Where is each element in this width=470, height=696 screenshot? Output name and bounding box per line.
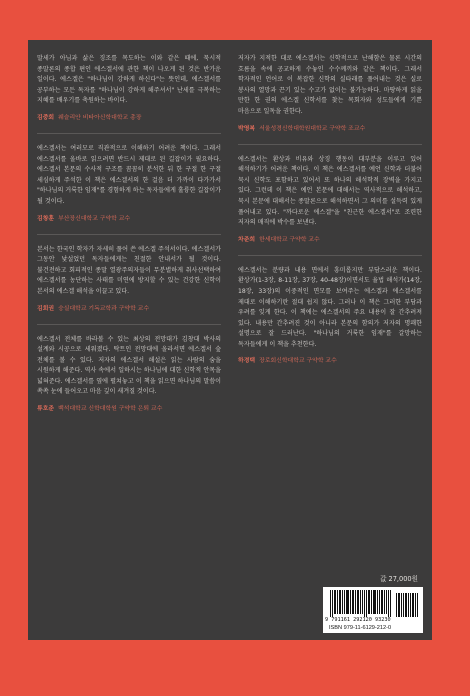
- divider: [37, 133, 221, 134]
- endorsement-text: 본서는 한국인 학자가 자세히 풀어 쓴 에스겔 주석서이다. 에스겔서가 그동안 낯설었던 독자들에게는 친절한 안내서가 될 것이다. 불건전하고 회피적인 종말 열광주의자들이 무분별하게 취사선택하여 에스겔서를 농단하는 사태를 미연에 방지할 수 있는 건강한 신학이 본서의 에스겔 해석을 이끌고 있다.: [37, 245, 221, 295]
- endorsement: [238, 155, 422, 256]
- endorser: [238, 235, 422, 245]
- endorser-name: 차준희: [238, 236, 256, 243]
- endorsement-text: 에스겔서는 분량과 내용 면에서 흥미롭지만 부담스러운 책이다. 환상가(1-3장, 8-11장, 37장, 40-48장)이면서도 율법 해석가(14장, 18장, 33장)의 이중적인 면모를 보여주는 에스겔과 에스겔서를 제대로 이해하기란 절대 쉽지 않다. 그러나 이 책은 그러한 부담과 우려를 잊게 한다. 이 책에는 에스겔서의 주요 내용이 잘 간추려져 있다. 내용만 간추려진 것이 아니라 본문의 함의가 저자의 명쾌한 설명으로 잘 드러난다. "하나님의 거룩한 임재"를 갈망하는 독자들에게 이 책을 추천한다.: [238, 266, 422, 348]
- endorser-role: 숭실대학교 기독교학과 구약학 교수: [58, 305, 150, 312]
- endorser: [37, 214, 221, 224]
- divider: [37, 324, 221, 325]
- endorser-name: 하경택: [238, 358, 256, 365]
- isbn-barcode: [323, 587, 423, 633]
- endorsement-text: 저자가 지적한 대로 에스겔서는 신학적으로 난해함은 물론 시간의 흐름을 속에 공교하게 수놓인 수수께끼와 같은 책이다. 그래서 학자적인 언어로 이 복잡한 신학의 실타래를 풀어내는 것은 실로 봉사의 열망과 끈기 있는 수고가 없이는 불가능하다. 마땅하게 읽을 만한 한 권의 에스겔 신학서를 찾는 목회자와 성도들에게 기쁜 마음으로 일독을 권한다.: [238, 55, 422, 115]
- endorsement-text: 말세가 아님과 삶은 징조를 목도하는 이와 같은 때에, 묵시적 종말론의 종합 편인 에스겔서에 관한 책이 나오게 된 것은 반가운 일이다. 에스겔은 "하나님이 강하게 하신다"는 뜻인데, 에스겔서를 공부하는 모든 독자를 "하나님이 강하게 해주셔서" 난세를 극복하는 지혜를 배우기를 축원하는 바이다.: [37, 55, 221, 105]
- divider: [238, 144, 422, 145]
- endorsement-text: 에스겔서는 여러모로 직관적으로 이해하기 어려운 책이다. 그래서 에스겔서를 올바로 읽으려면 반드시 제대로 된 길잡이가 필요하다. 에스겔서 본문의 수사적 구조를 꼼꼼히 분석한 뒤 한 구절 한 구절 세심하게 주석한 이 책은 에스겔서의 한 걸음 더 가까이 다가가서 "하나님의 거룩한 임재"를 경험하게 하는 독자들에게 훌륭한 길잡이가 될 것이다.: [37, 144, 221, 205]
- back-cover-panel: [28, 40, 432, 640]
- endorsement: [37, 54, 221, 134]
- right-column: [238, 54, 422, 366]
- endorsement: [238, 266, 422, 367]
- endorsement: [238, 54, 422, 145]
- endorser-name: 김창훈: [37, 215, 55, 222]
- price-label: 값 27,000원: [380, 575, 418, 583]
- endorser-role: 웨슬리안 비타아신학대학교 총장: [58, 114, 142, 121]
- endorser-role: 백석대학교 신학대학원 구약학 은퇴 교수: [58, 406, 163, 413]
- endorser-name: 김회권: [37, 305, 55, 312]
- endorser-role: 장로회신학대학교 구약학 교수: [259, 358, 337, 365]
- endorser-name: 박영복: [238, 125, 256, 132]
- divider: [238, 255, 422, 256]
- isbn-number: ISBN 979-11-6129-212-0: [329, 625, 392, 631]
- endorsement: [37, 335, 221, 415]
- barcode-bars: [330, 590, 418, 617]
- endorsement: [37, 245, 221, 325]
- endorser-name: 류호준: [37, 406, 55, 413]
- left-column: [37, 54, 221, 414]
- endorser-role: 서울성경신학대학원대학교 구약학 조교수: [259, 125, 366, 132]
- endorser-role: 한세대학교 구약학 교수: [259, 236, 320, 243]
- endorser-name: 김중회: [37, 114, 55, 121]
- endorsement: [37, 144, 221, 235]
- endorser: [37, 304, 221, 314]
- endorsement-text: 에스겔서는 환상과 비유와 상징 행동이 대부분을 이루고 있어 해석하기가 어려운 책이다. 이 책은 에스겔서를 예언 신학과 더불어 묵시 신학도 포함하고 있어서 또 하나의 해석학적 장벽을 가지고 있다. 그런데 이 책은 예언 본문에 대해서는 역사적으로 해석하고, 묵시 본문에 대해서는 종말론으로 해석하면서 그 의미를 설득력 있게 풀어내고 있다. "까다로운 에스겔"을 "친근한 에스겔서"로 조련한 저자의 매직에 박수를 보낸다.: [238, 155, 422, 227]
- endorser-role: 부산장신대학교 구약학 교수: [58, 215, 131, 222]
- endorser: [37, 404, 221, 414]
- endorser: [37, 113, 221, 123]
- barcode-digits: 9 791161 292120 93230: [325, 617, 391, 623]
- endorser: [238, 124, 422, 134]
- divider: [37, 234, 221, 235]
- endorsement-text: 에스겔서 전체를 바라볼 수 있는 최상의 전망대가 김창대 박사의 설계와 시공으로 세워졌다. 탁트인 전망대에 올라서면 에스겔서 숲 전체를 볼 수 있다. 저자의 에스겔서 해설은 읽는 사람의 숨을 시원하게 해준다. 역사 속에서 일하시는 하나님에 대한 신학적 안목을 넓혀준다. 에스겔서를 옆에 펼쳐놓고 이 책을 읽으면 하나님의 말씀이 쏙쏙 눈에 들어오고 마음 깊이 새겨질 것이다.: [37, 335, 221, 396]
- endorser: [238, 356, 422, 366]
